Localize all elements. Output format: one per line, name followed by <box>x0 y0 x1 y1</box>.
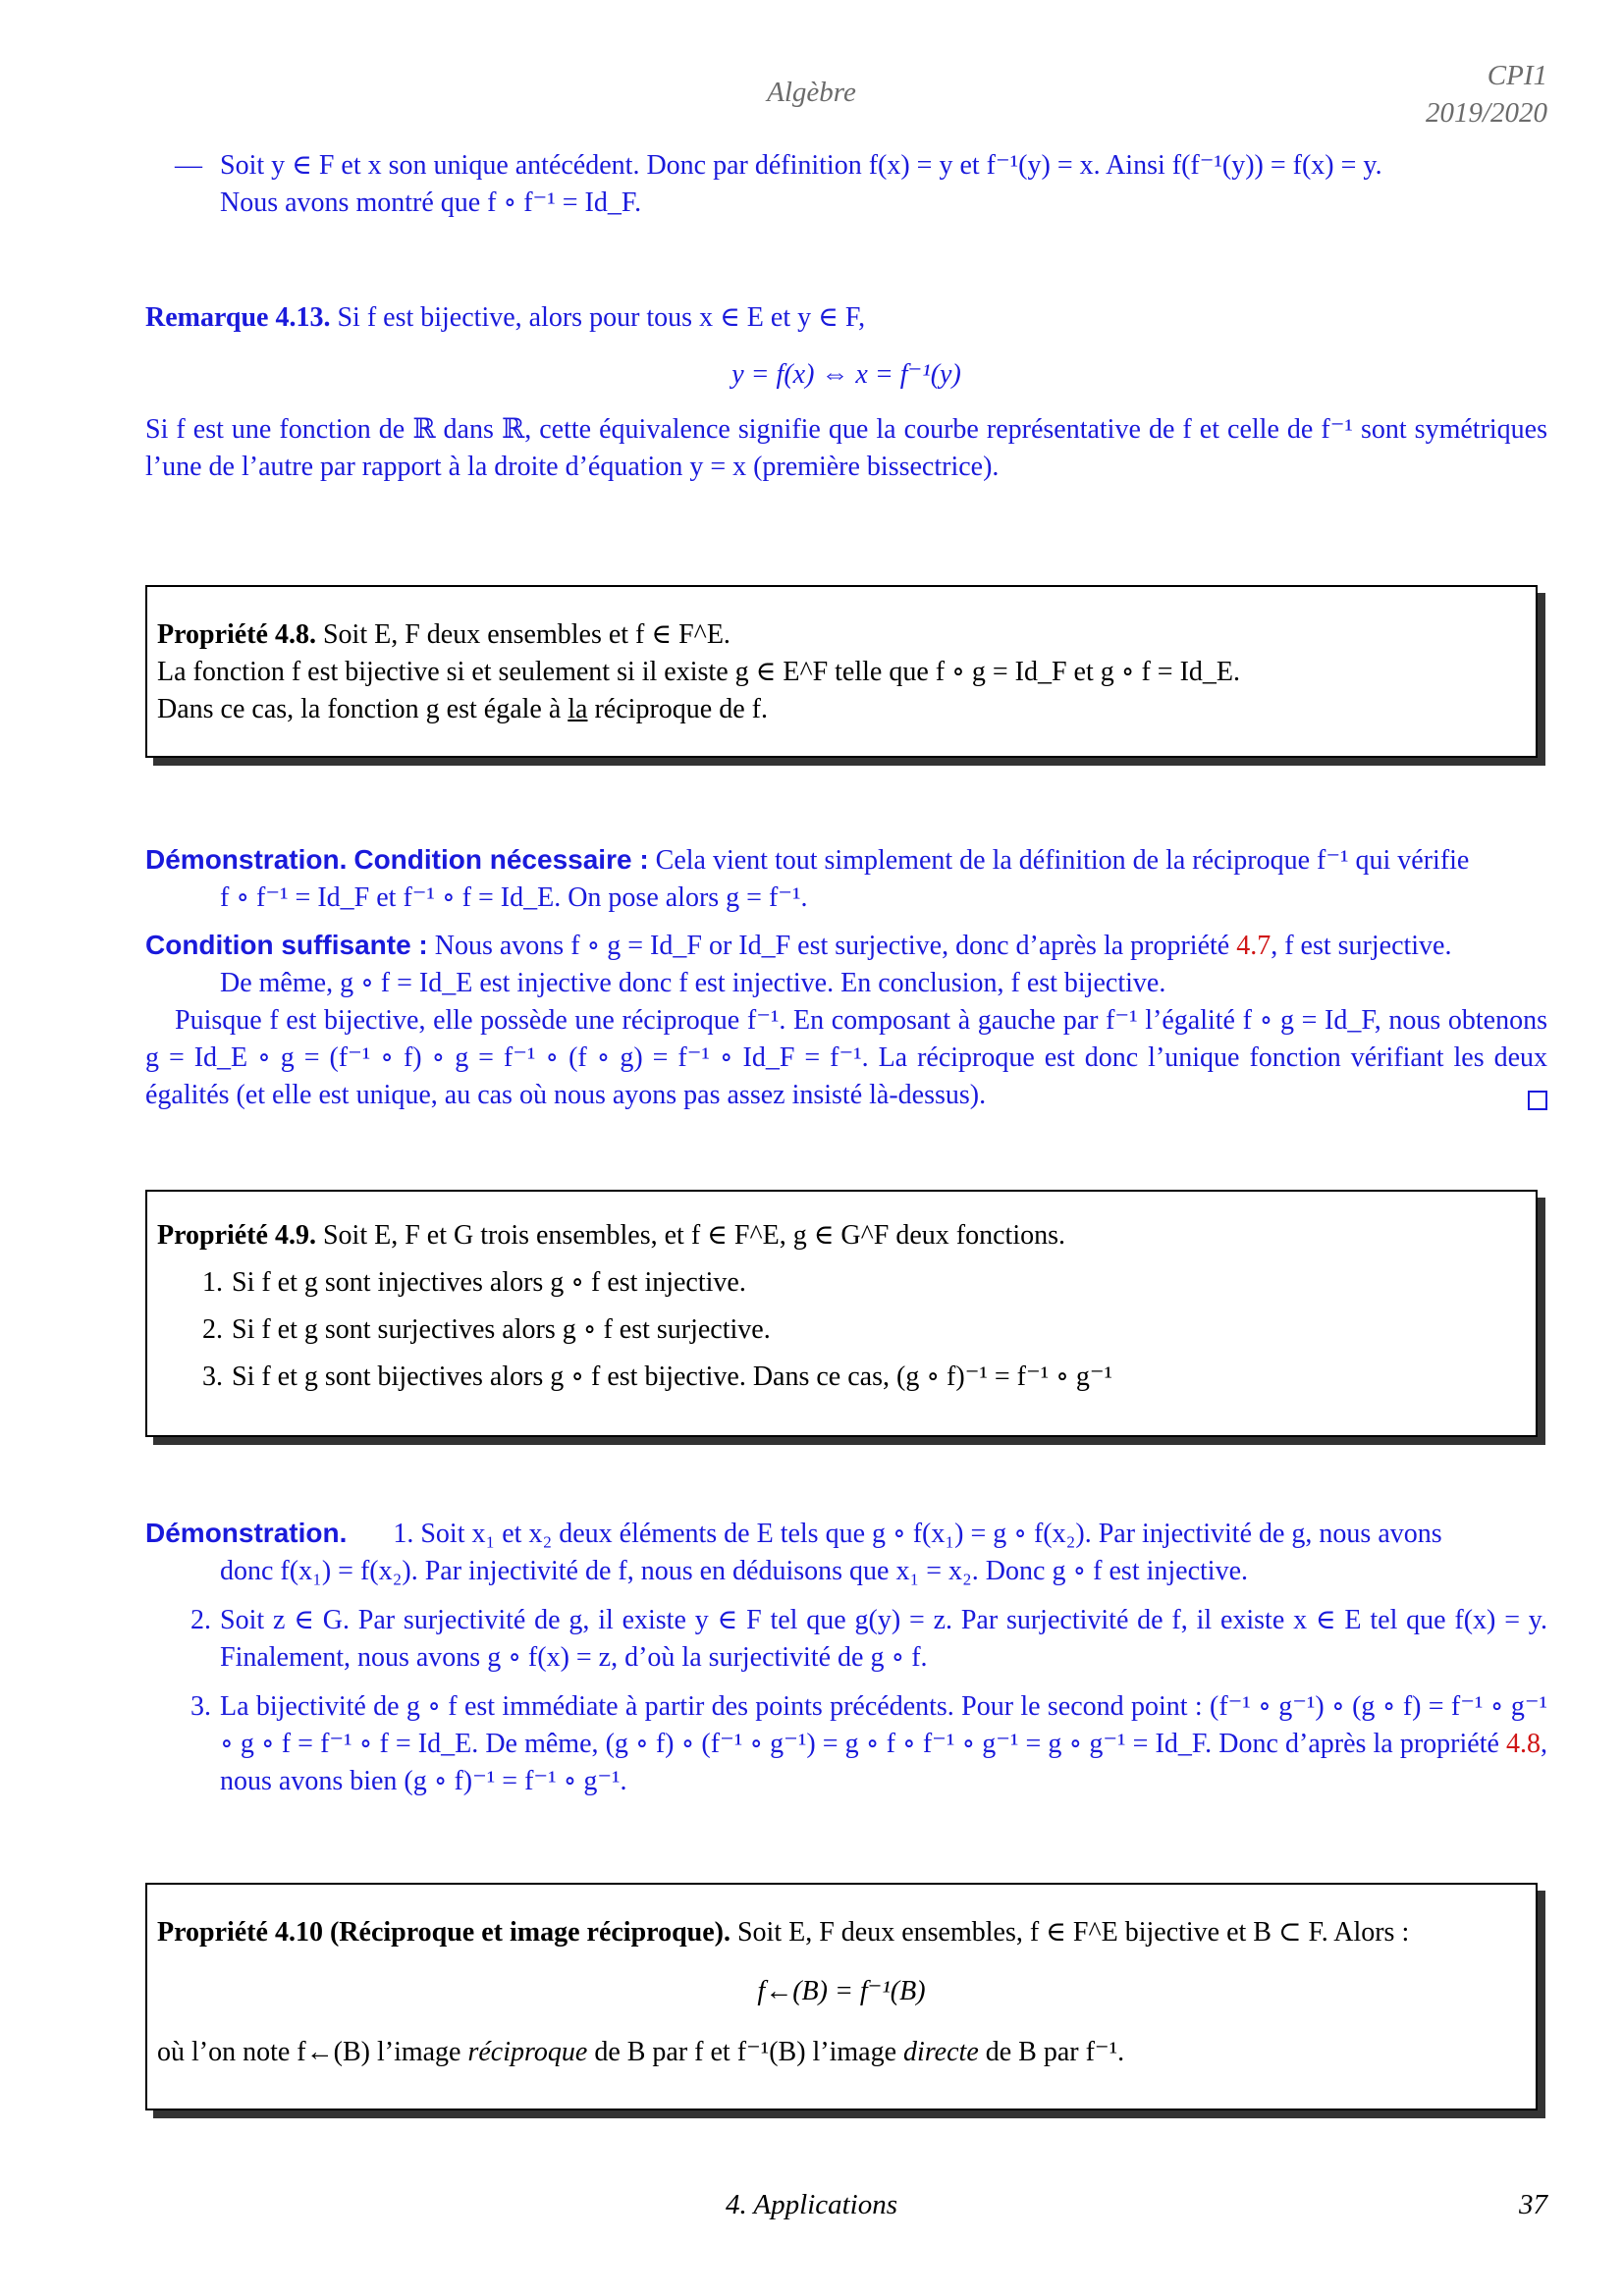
property-title: Propriété 4.8. <box>157 619 316 650</box>
ref-4-7-link[interactable]: 4.7 <box>1236 931 1271 961</box>
header-course-name: CPI1 <box>1487 60 1547 91</box>
list-number: 2. <box>202 1314 223 1345</box>
proof-paragraph <box>145 1002 1547 1114</box>
list-number: 3. <box>190 1691 211 1722</box>
sufficient-text-2: De même, g ∘ f = Id_E est injective donc f est injective. En conclusion, f est bijective. <box>220 968 1166 998</box>
property-line3 <box>157 691 1526 728</box>
proof-item2: Soit z ∈ G. Par surjectivité de g, il existe y ∈ F tel que g(y) = z. Par surjectivité de f, il existe x ∈ E tel que f(x) = y. Finalement, nous avons g ∘ f(x) = z, d’où la surjectivité de g ∘ f. <box>220 1605 1547 1673</box>
remark-4-13 <box>145 299 1547 486</box>
list-item <box>157 1311 1526 1349</box>
property-line2: La fonction f est bijective si et seulement si il existe g ∈ E^F telle que f ∘ g = Id_F et g ∘ f = Id_E. <box>157 657 1240 687</box>
property-line3-b: réciproque de f. <box>587 694 768 724</box>
list-item <box>157 1264 1526 1302</box>
qed-square-icon <box>1528 1091 1547 1110</box>
sufficient-label: Condition suffisante : <box>145 930 428 960</box>
header-title: Algèbre <box>767 77 856 108</box>
list-number: 2. <box>190 1605 211 1635</box>
dash-item <box>145 147 1547 222</box>
proof-continuation <box>145 147 1547 222</box>
necessary-text: Cela vient tout simplement de la définition de la réciproque f⁻¹ qui vérifie <box>655 845 1470 876</box>
property-equation: f←(B) = f⁻¹(B) <box>757 1976 926 2006</box>
property-4-8-box <box>145 585 1538 758</box>
list-item-text: Si f et g sont surjectives alors g ∘ f est surjective. <box>232 1314 771 1345</box>
outro-emphasis-2: directe <box>903 2037 979 2067</box>
page-number: 37 <box>1519 2189 1547 2220</box>
proof-item1b: donc f(x₁) = f(x₂). Par injectivité de f, nous en déduisons que x₁ = x₂. Donc g ∘ f est injective. <box>220 1556 1248 1586</box>
remark-intro: Si f est bijective, alors pour tous x ∈ E et y ∈ F, <box>337 302 866 333</box>
list-item <box>145 1602 1547 1677</box>
proof-4-9 <box>145 1515 1547 1810</box>
dash-bullet: — <box>175 150 202 181</box>
header-course <box>1426 57 1547 132</box>
remark-text: Si f est une fonction de ℝ dans ℝ, cette équivalence signifie que la courbe représentative de f et celle de f⁻¹ sont symétriques l’une de l’autre par rapport à la droite d’équation y = x (première bissectrice). <box>145 414 1547 482</box>
necessary-label: Condition nécessaire : <box>353 844 649 875</box>
outro-a: où l’on note f←(B) l’image <box>157 2037 468 2067</box>
proof-item1: Soit x₁ et x₂ deux éléments de E tels que g ∘ f(x₁) = g ∘ f(x₂). Par injectivité de g, nous avons <box>420 1519 1442 1549</box>
list-item <box>157 1359 1526 1396</box>
list-number: 1. <box>202 1267 223 1298</box>
sufficient-text-a: Nous avons f ∘ g = Id_F or Id_F est surjective, donc d’après la propriété <box>434 931 1237 961</box>
ref-4-8-link[interactable]: 4.8 <box>1506 1729 1541 1759</box>
proof-4-8 <box>145 841 1547 1114</box>
list-item <box>145 1688 1547 1800</box>
property-line1: Soit E, F deux ensembles et f ∈ F^E. <box>322 619 730 650</box>
proof-item3b: , nous avons bien (g ∘ f)⁻¹ = f⁻¹ ∘ g⁻¹. <box>220 1729 1547 1796</box>
property-line3-underlined: la <box>568 694 588 724</box>
proof-title: Démonstration. <box>145 1518 348 1548</box>
footer-section: 4. Applications <box>725 2189 898 2220</box>
sufficient-text-b: , f est surjective. <box>1271 931 1452 961</box>
necessary-text-2: f ∘ f⁻¹ = Id_F et f⁻¹ ∘ f = Id_E. On pose alors g = f⁻¹. <box>220 882 808 913</box>
proof-paragraph-text: Puisque f est bijective, elle possède une réciproque f⁻¹. En composant à gauche par f⁻¹ l’égalité f ∘ g = Id_F, nous obtenons g = Id_E ∘ g = (f⁻¹ ∘ f) ∘ g = f⁻¹ ∘ (f ∘ g) = f⁻¹ ∘ Id_F = f⁻¹. La réciproque est donc l’unique fonction vérifiant les deux égalités (et elle est unique, au cas où nous ayons pas assez insisté là-dessus). <box>145 1005 1547 1110</box>
dash-item-line1: Soit y ∈ F et x son unique antécédent. Donc par définition f(x) = y et f⁻¹(y) = x. Ainsi f(f⁻¹(y)) = f(x) = y. <box>220 150 1382 181</box>
header-year: 2019/2020 <box>1425 97 1547 129</box>
list-item-text: Si f et g sont bijectives alors g ∘ f est bijective. Dans ce cas, (g ∘ f)⁻¹ = f⁻¹ ∘ g⁻¹ <box>232 1362 1113 1392</box>
dash-item-line2: Nous avons montré que f ∘ f⁻¹ = Id_F. <box>220 187 642 218</box>
property-title: Propriété 4.9. <box>157 1220 316 1251</box>
property-4-9-box <box>145 1190 1538 1437</box>
list-number: 3. <box>202 1362 223 1392</box>
outro-c: de B par f⁻¹. <box>978 2037 1125 2067</box>
remark-title: Remarque 4.13. <box>145 302 331 333</box>
remark-equation: y = f(x) ⇔ x = f⁻¹(y) <box>731 359 961 390</box>
property-outro <box>157 2034 1526 2071</box>
property-intro: Soit E, F et G trois ensembles, et f ∈ F^E, g ∈ G^F deux fonctions. <box>322 1220 1065 1251</box>
property-4-10-box <box>145 1883 1538 2110</box>
outro-b: de B par f et f⁻¹(B) l’image <box>587 2037 904 2067</box>
property-intro: Soit E, F deux ensembles, f ∈ F^E bijective et B ⊂ F. Alors : <box>736 1917 1410 1948</box>
list-item-text: Si f et g sont injectives alors g ∘ f est injective. <box>232 1267 746 1298</box>
property-line3-a: Dans ce cas, la fonction g est égale à <box>157 694 568 724</box>
proof-title: Démonstration. <box>145 844 348 875</box>
outro-emphasis-1: réciproque <box>467 2037 588 2067</box>
proof-item3a: La bijectivité de g ∘ f est immédiate à partir des points précédents. Pour le second point : (f⁻¹ ∘ g⁻¹) ∘ (g ∘ f) = f⁻¹ ∘ g⁻¹ ∘ g ∘ f = f⁻¹ ∘ f = Id_E. De même, (g ∘ f) ∘ (f⁻¹ ∘ g⁻¹) = g ∘ f ∘ f⁻¹ ∘ g⁻¹ = g ∘ g⁻¹ = Id_F. Donc d’après la propriété <box>220 1691 1547 1759</box>
property-title: Propriété 4.10 (Réciproque et image réciproque). <box>157 1917 730 1948</box>
list-number: 1. <box>393 1519 414 1549</box>
